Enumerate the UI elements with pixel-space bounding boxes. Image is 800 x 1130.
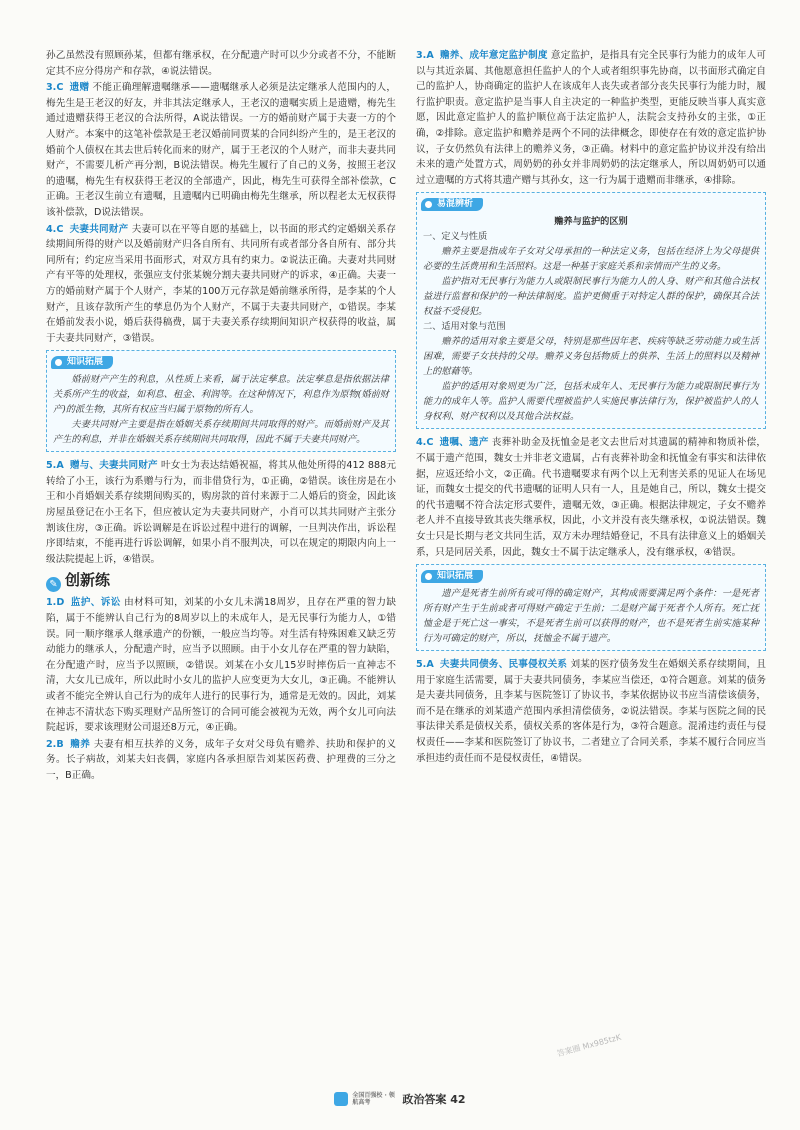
knowledge-extension-box (416, 564, 766, 651)
tip-paragraph: 遗产是死者生前所有或可得的确定财产，其构成需要满足两个条件：一是死者所有财产生于生前或者可得财产确定于生前；二是财产属于死者个人所有。死亡抚恤金是于死亡这一事实，不是死者生前可以获得的财产，也不是死者生前实施某种行为可确定的财产，所以，抚恤金不属于遗产。 (423, 588, 759, 645)
tip-paragraph: 赡养主要是指成年子女对父母承担的一种法定义务，包括在经济上为父母提供必要的生活费用和生活照料。这是一种基于家庭关系和亲情而产生的义务。 (423, 246, 759, 273)
bulb-icon (55, 359, 62, 366)
answer-text: 叶女士为表达结婚祝福，将其从他处所得的412 888元转给了小王，该行为系赠与行为，而非借贷行为，①正确，②错误。该住房是在小王和小肖婚姻关系存续期间购买的，购房款的首付来源于二人婚后的资金，因此该房屋虽登记在小王名下，但应被认定为夫妻共同财产，小肖可以其共同财产主张分割该住房，③正确。诉讼调解是在诉讼过程中进行的调解，一旦判决作出，诉讼程序即结束，不能再进行诉讼调解，如果小肖不服判决，可以在规定的期限内向上一级法院提起上诉，④错误。 (46, 460, 396, 565)
answer-number: 2.B (46, 738, 64, 750)
answer-text: 刘某的医疗债务发生在婚姻关系存续期间，且用于家庭生活需要，属于夫妻共同债务，李某应当偿还，①符合题意。刘某的债务是夫妻共同债务，且李某与医院签订了协议书，李某依据协议书应当清偿该债务，而不是在继承的刘某遗产范围内承担清偿债务，②说法错误。李某与医院之间的民事法律关系是债权关系，债权关系的客体是行为，③符合题意。混淆违约责任与侵权责任——李某和医院签订了协议书，二者建立了合同关系，李某不履行合同应当承担违约责任而不是侵权责任，④错误。 (416, 659, 766, 764)
knowledge-extension-header: 知识拓展 (51, 356, 113, 369)
answer-text: 夫妻有相互扶养的义务，成年子女对父母负有赡养、扶助和保护的义务。长子病故，刘某夫妇丧偶，家庭内各承担原告刘某医药费、护理费的三分之一，B正确。 (46, 738, 396, 781)
tip-title: 赡养与监护的区别 (554, 216, 628, 228)
tip-paragraph: 监护的适用对象则更为广泛，包括未成年人、无民事行为能力或限制民事行为能力的成年人等。监护人需要代理被监护人实施民事法律行为，保护被监护人的人身权利、财产权利以及其他合法权益。 (423, 381, 759, 423)
section-icon: ✎ (46, 577, 61, 592)
answer-number: 3.A (416, 50, 434, 61)
page-footer (0, 1091, 800, 1111)
answer-number: 5.A (416, 659, 434, 671)
tip-subheading: 一、定义与性质 (423, 231, 488, 243)
tip-content (423, 214, 759, 424)
knowledge-extension-header: 知识拓展 (421, 570, 483, 583)
answer-number: 4.C (46, 223, 64, 235)
footer-brand: 全国百强校 · 领航高考 (352, 1092, 395, 1106)
answer-text: 意定监护，是指具有完全民事行为能力的成年人可以与其近亲属、其他愿意担任监护人的个人或者组织事先协商，以书面形式确定自己的监护人，协商确定的监护人在该成年人丧失或者部分丧失民事行为能力时，履行监护职责。意定监护是当事人自主决定的一种监护类型，更能反映当事人真实意愿，因此意定监护人的监护顺位高于法定监护人，法院会支持孙女的主张，①正确，②排除。意定监护和赡养是两个不同的法律概念，即使存在有效的意定监护协议，子女仍然负有法律上的赡养义务，③正确。材料中的意定监护协议并没有给出未来的遗产处置方式，周奶奶的孙女并非周奶奶的法定继承人，所以周奶奶可以通过立遗嘱的方式将其遗产赠与其孙女，这一行为属于遗赠而非继承，④排除。 (416, 50, 767, 186)
intro-paragraph: 孙乙虽然没有照顾孙某，但都有继承权，在分配遗产时可以少分或者不分，不能断定其不应分得房产和存款，④说法错误。 (46, 50, 396, 77)
tip-paragraph: 婚前财产产生的利息，从性质上来看，属于法定孳息。法定孳息是指依据法律关系所产生的收益，如利息、租金、利润等。在这种情况下，利息作为原物(婚前财产)的派生物，其所有权应当归属于原物的所有人。 (53, 374, 389, 416)
tip-content (53, 372, 389, 447)
answer-text: 夫妻可以在平等自愿的基础上，以书面的形式约定婚姻关系存续期间所得的财产以及婚前财产归各自所有、共同所有或者部分各自所有、部分共同所有；约定应当采用书面形式，对双方具有约束力。②说法正确。夫妻对共同财产有平等的处理权，张强应支付张某婉分割夫妻共同财产的诉求，④正确。夫妻一方的婚前财产属于个人财产，李某的100万元存款是婚前继承所得，是李某的个人财产，且该存款所产生的孳息仍为个人财产，不属于夫妻共同财产，①错误。李某在婚前发表小说，婚后获得稿费，属于夫妻关系存续期间知识产权获得的收益，属于夫妻共同财产，③错误。 (46, 223, 396, 344)
topic-tag: 赡养、成年意定监护制度 (440, 50, 548, 61)
right-column (416, 48, 766, 767)
watermark: 答案圈 Mx985tzK (555, 1032, 623, 1059)
page-label: 政治答案 42 (402, 1093, 466, 1106)
answer-number: 4.C (416, 437, 434, 449)
tip-content (423, 586, 759, 646)
innovation-answer-1 (46, 595, 396, 735)
answer-page (46, 48, 767, 1098)
innovation-answer-5 (416, 657, 766, 766)
innovation-answer-2 (46, 737, 396, 784)
answer-text: 丧葬补助金及抚恤金是老文去世后对其遗属的精神和物质补偿，不属于遗产范围，魏女士并非老文遗属，占有丧葬补助金和抚恤金有事实和法律依据，应返还给小文，②正确。代书遗嘱要求有两个以上无利害关系的见证人在场见证，而魏女士提交的代书遗嘱的证明人只有一人，且是她自己，所以，魏女士提交的代书遗嘱不符合法定形式要件，遗嘱无效，③正确。根据法律规定，子女不赡养老人并不直接导致其丧失继承权，因此，小文并没有丧失继承权，①说法错误。魏女士只是长期与老文共同生活，双方未办理结婚登记，不具有法律意义上的婚姻关系，只是同居关系，因此，魏女士不属于法定继承人，没有继承权，④错误。 (416, 437, 766, 558)
innovation-answer-3 (416, 48, 766, 188)
answer-number: 3.C (46, 82, 64, 94)
confusion-analysis-box (416, 192, 766, 429)
bulb-icon (425, 201, 432, 208)
topic-tag: 遗嘱、遗产 (439, 437, 489, 449)
knowledge-extension-box (46, 350, 396, 452)
bulb-icon (425, 573, 432, 580)
answer-number: 1.D (46, 597, 65, 609)
tip-paragraph: 监护指对无民事行为能力人或限制民事行为能力人的人身、财产和其他合法权益进行监督和保护的一种法律制度。监护更侧重于对特定人群的保护，确保其合法权益不受侵犯。 (423, 276, 759, 318)
section-heading: ✎ 创新练 (46, 571, 396, 592)
tip-subheading: 二、适用对象与范围 (423, 321, 506, 333)
answer-4 (46, 222, 396, 347)
answer-number: 5.A (46, 460, 64, 472)
topic-tag: 赠与、夫妻共同财产 (69, 460, 158, 472)
topic-tag: 监护、诉讼 (70, 597, 121, 609)
left-column (46, 48, 396, 785)
tip-paragraph: 夫妻共同财产主要是指在婚姻关系存续期间共同取得的财产。而婚前财产及其产生的利息，并非在婚姻关系存续期间共同取得，因此不属于夫妻共同财产。 (53, 419, 389, 446)
topic-tag: 夫妻共同财产 (69, 223, 129, 235)
innovation-answer-4 (416, 435, 766, 560)
topic-tag: 赡养 (70, 738, 91, 750)
logo-icon (334, 1092, 348, 1106)
answer-text: 不能正确理解遗嘱继承——遗嘱继承人必须是法定继承人范围内的人，梅先生是王老汉的好友，并非其法定继承人，王老汉的遗嘱实质上是遗赠，梅先生通过遗赠获得王老汉的合法所得，A说法错误。一方的婚前财产属于夫妻一方的个人财产。本案中的这笔补偿款是王老汉婚前同贾某的合同纠纷产生的，是王老汉的婚前个人债权在其去世后转化而来的财产，属于王老汉的个人财产，而非夫妻共同财产，不需要儿析产再分割，B说法错误。梅先生履行了自己的义务，按照王老汉的遗嘱，梅先生有权获得王老汉的全部遗产，因此，梅先生可获得全部补偿款，C正确。王老汉生前立有遗嘱，且遗嘱内已明确由梅先生继承，所以程老太无权获得该补偿款，D说法错误。 (46, 82, 396, 218)
topic-tag: 夫妻共同债务、民事侵权关系 (440, 659, 568, 671)
confusion-analysis-header: 易混辨析 (421, 198, 483, 211)
answer-text: 由材料可知，刘某的小女儿未满18周岁，且存在严重的智力缺陷，属于不能辨认自己行为的8周岁以上的未成年人，是无民事行为能力人，①错误。同一顺序继承人继承遗产的份额，一般应当均等。对生活有特殊困难又缺乏劳动能力的继承人，分配遗产时，应当予以照顾。由于小女儿存在严重的智力缺陷，在分配遗产时，应当予以照顾，②错误。刘某在小女儿15岁时摔伤后一直神志不清，大女儿已成年，所以此时小女儿的监护人应变更为大女儿，③正确。不能辨认或者不能完全辨认自己行为的成年人进行的民事行为，通常是无效的。因此，刘某在神志不清状态下购买理财产品所签订的合同可能会被视为无效，两个女儿可向法院起诉，要求该理财公司退还8万元，④正确。 (46, 597, 396, 734)
answer-3 (46, 80, 396, 220)
topic-tag: 遗赠 (69, 82, 90, 94)
tip-paragraph: 赡养的适用对象主要是父母，特别是那些因年老、疾病等缺乏劳动能力或生活困难，需要子女扶持的父母。赡养义务包括物质上的供养、生活上的照料以及精神上的慰藉等。 (423, 336, 759, 378)
answer-5 (46, 458, 396, 567)
